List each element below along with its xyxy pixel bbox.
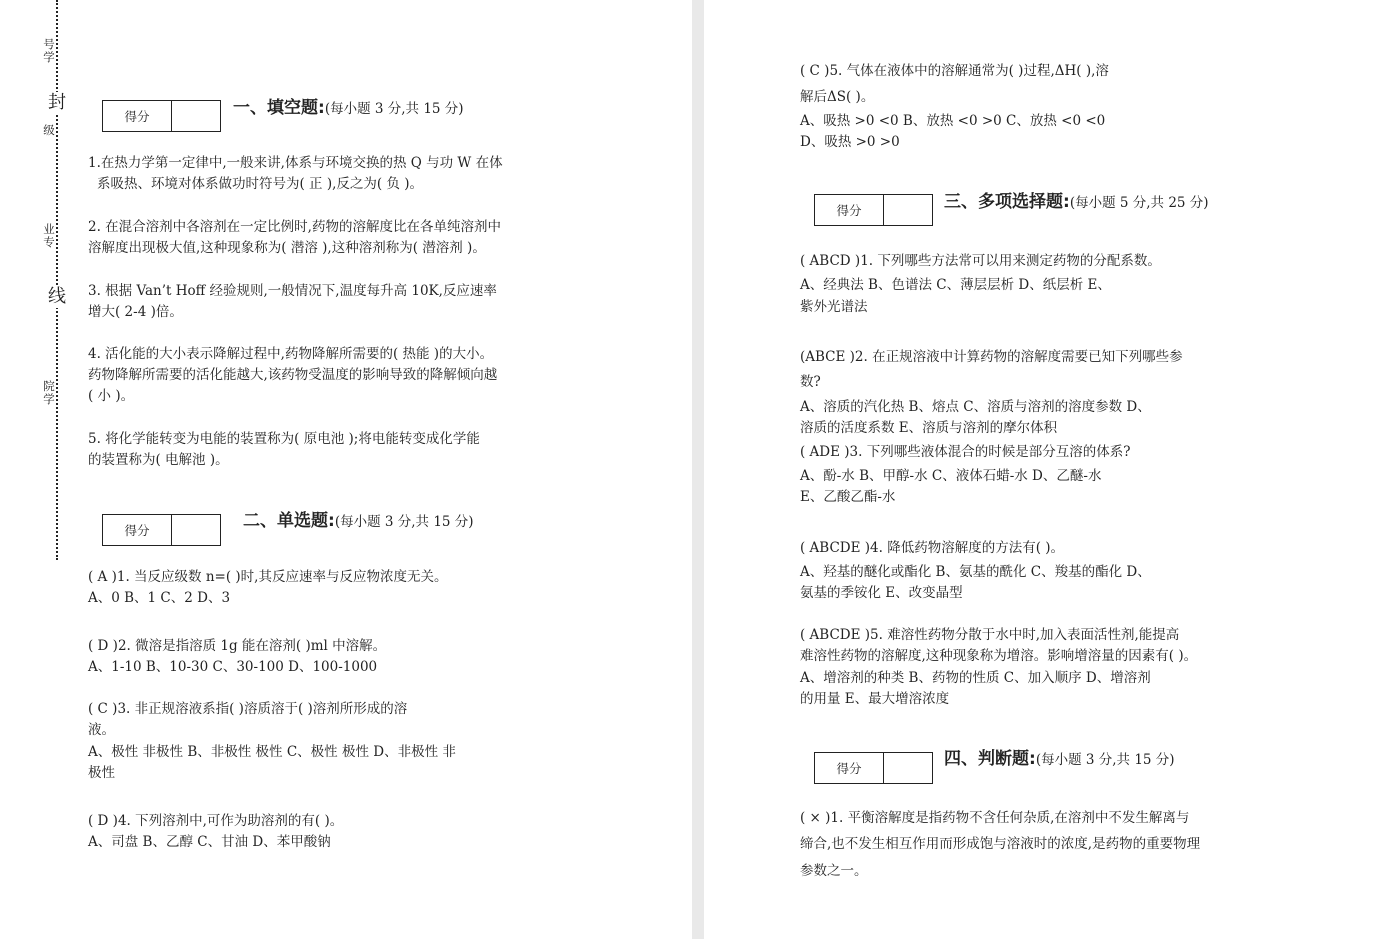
section-title-text: 三、多项选择题: [944,192,1070,212]
score-box-single [102,514,221,546]
score-label: 得分 [815,753,884,783]
multi-q1-line2: A、经典法 B、色谱法 C、薄层层析 D、纸层析 E、 [800,277,1111,293]
multi-q1-line1: ( ABCD )1. 下列哪些方法常可以用来测定药物的分配系数。 [800,253,1161,269]
multi-q5-line3: A、增溶剂的种类 B、药物的性质 C、加入顺序 D、增溶剂 [800,670,1151,686]
multi-q2-line4: 溶质的活度系数 E、溶质与溶剂的摩尔体积 [800,420,1058,436]
fill-q2-line1: 2. 在混合溶剂中各溶剂在一定比例时,药物的溶解度比在各单纯溶剂中 [88,219,501,235]
multi-q3-line1: ( ADE )3. 下列哪些液体混合的时候是部分互溶的体系? [800,444,1131,460]
single-q4-options: A、司盘 B、乙醇 C、甘油 D、苯甲酸钠 [88,834,331,850]
score-box-judge [814,752,933,784]
single-q5-line1: ( C )5. 气体在液体中的溶解通常为( )过程,ΔH( ),溶 [800,63,1109,79]
section-title-text: 四、判断题: [944,749,1036,769]
section-note: (每小题 3 分,共 15 分) [1035,752,1175,768]
binding-label-major: 业专 [43,222,55,249]
multi-q5-line1: ( ABCDE )5. 难溶性药物分散于水中时,加入表面活性剂,能提高 [800,627,1180,643]
score-box-fill [102,100,221,132]
section-title-fill [233,93,464,118]
multi-q3-line2: A、酚-水 B、甲醇-水 C、液体石蜡-水 D、乙醚-水 [800,468,1102,484]
single-q1-stem: ( A )1. 当反应级数 n=( )时,其反应速率与反应物浓度无关。 [88,569,448,585]
exam-page-right [704,0,1392,939]
fill-q1-line2: 系吸热、环境对体系做功时符号为( 正 ),反之为( 负 )。 [97,176,424,192]
judge-q1-line1: ( × )1. 平衡溶解度是指药物不含任何杂质,在溶剂中不发生解离与 [800,810,1190,826]
judge-q1-line3: 参数之一。 [800,863,868,879]
multi-q4-line3: 氨基的季铵化 E、改变晶型 [800,585,963,601]
section-title-judge [944,744,1175,769]
fill-q4-line1: 4. 活化能的大小表示降解过程中,药物降解所需要的( 热能 )的大小。 [88,346,494,362]
single-q3-options-cont: 极性 [88,765,115,781]
single-q3-options: A、极性 非极性 B、非极性 极性 C、极性 极性 D、非极性 非 [88,744,456,760]
section-title-single [243,506,474,531]
fill-q4-line2: 药物降解所需要的活化能越大,该药物受温度的影响导致的降解倾向越 [88,367,498,383]
fill-q3-line2: 增大( 2-4 )倍。 [88,304,183,320]
exam-page-left [0,0,692,939]
section-note: (每小题 3 分,共 15 分) [334,514,474,530]
multi-q5-line4: 的用量 E、最大增溶浓度 [800,691,950,707]
multi-q3-line3: E、乙酸乙酯-水 [800,489,896,505]
single-q5-options: A、吸热 >0 <0 B、放热 <0 >0 C、放热 <0 <0 [800,113,1106,129]
multi-q4-line2: A、羟基的醚化或酯化 B、氨基的酰化 C、羧基的酯化 D、 [800,564,1151,580]
multi-q5-line2: 难溶性药物的溶解度,这种现象称为增溶。影响增溶量的因素有( )。 [800,648,1198,664]
section-title-text: 一、填空题: [233,98,325,118]
single-q2-options: A、1-10 B、10-30 C、30-100 D、100-1000 [88,659,378,675]
fill-q5-line2: 的装置称为( 电解池 )。 [88,452,229,468]
multi-q2-line2: 数? [800,374,821,390]
score-label: 得分 [815,195,884,225]
single-q4-stem: ( D )4. 下列溶剂中,可作为助溶剂的有( )。 [88,813,344,829]
single-q3-stem-cont: 液。 [88,722,115,738]
multi-q4-line1: ( ABCDE )4. 降低药物溶解度的方法有( )。 [800,540,1065,556]
fill-q2-line2: 溶解度出现极大值,这种现象称为( 潜溶 ),这种溶剂称为( 潜溶剂 )。 [88,240,486,256]
single-q1-options: A、0 B、1 C、2 D、3 [88,590,231,606]
score-label: 得分 [103,101,172,131]
single-q3-stem: ( C )3. 非正规溶液系指( )溶质溶于( )溶剂所形成的溶 [88,701,408,717]
binding-label-college: 院学 [43,379,55,406]
section-title-text: 二、单选题: [243,511,335,531]
binding-label-id: 号学 [43,37,55,64]
multi-q2-line3: A、溶质的汽化热 B、熔点 C、溶质与溶剂的溶度参数 D、 [800,399,1151,415]
fill-q1-line1: 1.在热力学第一定律中,一般来讲,体系与环境交换的热 Q 与功 W 在体 [88,155,503,171]
binding-label-class: 级 [43,123,55,137]
multi-q1-line3: 紫外光谱法 [800,299,868,315]
section-note: (每小题 3 分,共 15 分) [324,101,464,117]
single-q5-line2: 解后ΔS( )。 [800,89,875,105]
single-q2-stem: ( D )2. 微溶是指溶质 1g 能在溶剂( )ml 中溶解。 [88,638,387,654]
binding-label-seal: 封 [45,92,69,114]
section-title-multi [944,187,1209,212]
judge-q1-line2: 缔合,也不发生相互作用而形成饱与溶液时的浓度,是药物的重要物理 [800,836,1201,852]
fill-q4-line3: ( 小 )。 [88,388,135,404]
binding-line [56,0,58,560]
fill-q5-line1: 5. 将化学能转变为电能的装置称为( 原电池 );将电能转变成化学能 [88,431,480,447]
multi-q2-line1: (ABCE )2. 在正规溶液中计算药物的溶解度需要已知下列哪些参 [800,349,1183,365]
section-note: (每小题 5 分,共 25 分) [1069,195,1209,211]
score-box-multi [814,194,933,226]
score-label: 得分 [103,515,172,545]
fill-q3-line1: 3. 根据 Van’t Hoff 经验规则,一般情况下,温度每升高 10K,反应速率 [88,283,497,299]
single-q5-options-cont: D、吸热 >0 >0 [800,134,900,150]
binding-label-line: 线 [45,286,69,308]
